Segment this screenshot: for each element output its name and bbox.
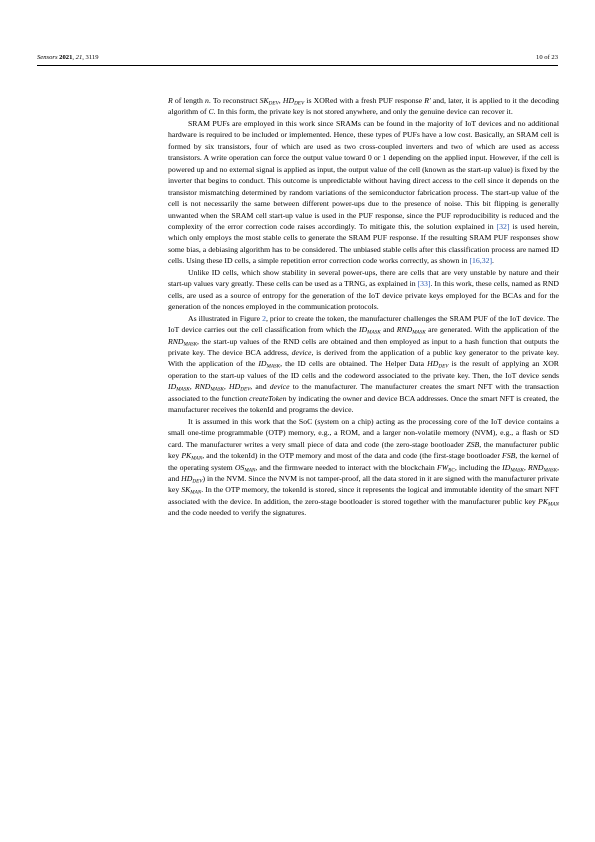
text-run: . To reconstruct bbox=[208, 96, 260, 105]
math-var: HD bbox=[181, 473, 193, 483]
text-run: , bbox=[523, 462, 529, 472]
math-var: HD bbox=[427, 359, 439, 369]
text-run: is the result of applying an XOR operation to the start-up values of the ID cells and the codeword associated to the private key. Then, the IoT device sends bbox=[168, 359, 559, 380]
math-subscript: MAN bbox=[190, 489, 202, 496]
math-subscript: MASK bbox=[210, 386, 224, 393]
math-var: FSB bbox=[502, 451, 516, 461]
math-var: HD bbox=[229, 382, 241, 392]
math-subscript: MAN bbox=[191, 455, 203, 462]
text-run: . In this work, these cells, named as RND cells, are used as a source of entropy for the generation of the IoT device private keys employed for the BCAs and for the generation of the nonces employed in the communication protocols. bbox=[168, 279, 560, 312]
text-run: and bbox=[380, 325, 397, 335]
text-run: , the kernel of the operating system bbox=[168, 451, 559, 472]
math-var: R bbox=[168, 96, 173, 105]
math-subscript: MASK bbox=[412, 329, 426, 336]
math-var: ID bbox=[258, 359, 267, 369]
paragraph bbox=[168, 95, 559, 118]
math-var: PK bbox=[181, 451, 192, 461]
paragraph bbox=[168, 267, 559, 313]
text-run: of length bbox=[172, 96, 206, 105]
math-subscript: MASK bbox=[266, 363, 281, 370]
math-var: RND bbox=[396, 325, 413, 335]
header-rule bbox=[37, 65, 558, 66]
text-run: . In the OTP memory, the tokenId is stored, since it represents the logical and immutable identity of the smart NFT associated with the device. In addition, the zero-stage bootloader is stored together with the manufacturer public key bbox=[168, 485, 559, 506]
text-run: , the start-up values of the RND cells are obtained and then employed as input to a hash function that outputs the private key. The device BCA address, bbox=[168, 336, 559, 357]
math-subscript: MASK bbox=[183, 341, 198, 348]
paragraph bbox=[168, 416, 559, 519]
math-var: device bbox=[269, 382, 290, 392]
math-var: PK bbox=[538, 496, 549, 506]
page-number: 10 of 23 bbox=[536, 54, 558, 61]
text-run: . bbox=[492, 256, 494, 266]
math-var: ID bbox=[168, 382, 177, 392]
text-run: ) in the NVM. Since the NVM is not tamper-proof, all the data stored in it are signed with the manufacturer private key bbox=[168, 473, 559, 495]
journal-volume: 21 bbox=[75, 54, 83, 61]
figure-link[interactable]: 2 bbox=[262, 313, 266, 323]
text-run: , bbox=[223, 382, 229, 392]
math-subscript: MASK bbox=[176, 386, 190, 393]
article-number: 3119 bbox=[85, 54, 99, 61]
text-run: As illustrated in Figure bbox=[188, 313, 263, 323]
math-subscript: MAN bbox=[548, 501, 559, 508]
math-var: n bbox=[205, 96, 209, 105]
text-run: . In this form, the private key is not stored anywhere, and only the genuine device can recover it. bbox=[213, 107, 513, 117]
text-run: , prior to create the token, the manufacturer challenges the SRAM PUF of the IoT device. The IoT device carries out the cell classification from which the bbox=[168, 313, 560, 335]
math-subscript: MASK bbox=[543, 467, 558, 473]
text-run: and the code needed to verify the signatures. bbox=[168, 508, 307, 518]
text-run: , and bbox=[168, 462, 560, 483]
math-subscript: MASK bbox=[510, 467, 524, 473]
text-run: Unlike ID cells, which show stability in several power-ups, there are cells that are very unstable by nature and their start-up values vary greatly. These cells can be used as a TRNG, as explained in bbox=[168, 267, 559, 289]
math-var: ZSB bbox=[466, 439, 480, 449]
text-run: , and the firmware needed to interact with the blockchain bbox=[255, 462, 437, 472]
journal-citation: Sensors 2021, 21, 3119 bbox=[37, 54, 99, 61]
text-run: SRAM PUFs are employed in this work since SRAMs can be found in the majority of IoT devices and no additional hardware is required to be included or implemented. Hence, these types of PUFs have a low cost. Basically, an SRAM cell is formed by six transistors, four of which are used as two cross-coupled inverters and two of which are used as access transistors. A write operation can force the output value toward 0 or 1 depending on the applied input. However, if the cell is powered up and no external signal is applied as input, the output value of the cell (known as the start-up value) is fixed by the inverter that begins to conduct. This outcome is unpredictable without having direct access to the cell since it depends on the transistor mismatching determined by random variations of the semiconductor fabrication process. The start-up value of the cell is not necessarily the same between different power-ups due to the presence of noise. This bit flipping is generally unwanted when the SRAM cell start-up value is used in the PUF response, since the PUF reproducibility is reduced and the complexity of the error correction code raises accordingly. To mitigate this, the solution explained in bbox=[168, 118, 559, 231]
text-run: , is derived from the application of a public key generator to the private key. With the application of the bbox=[168, 347, 559, 369]
math-var: ID bbox=[502, 462, 511, 472]
math-var: RND bbox=[194, 382, 211, 392]
text-run: by indicating the owner and device BCA addresses. Once the smart NFT is created, the manufacturer receives the tokenId and programs the device. bbox=[168, 393, 559, 415]
text-run: , bbox=[278, 96, 283, 105]
math-var: createToken bbox=[249, 393, 287, 403]
math-var: RND bbox=[528, 462, 544, 472]
text-run: , the ID cells are obtained. The Helper Data bbox=[280, 359, 428, 369]
math-var: R′ bbox=[424, 96, 431, 105]
math-var: OS bbox=[234, 462, 245, 472]
math-subscript: MASK bbox=[367, 329, 381, 336]
citation-link[interactable]: [33] bbox=[417, 279, 431, 289]
math-var: HD bbox=[282, 96, 295, 105]
paragraph bbox=[168, 118, 559, 267]
math-var: ID bbox=[358, 325, 368, 335]
math-var: device bbox=[291, 347, 312, 357]
math-subscript: DEV bbox=[240, 386, 251, 393]
running-header bbox=[37, 54, 558, 61]
text-run: It is assumed in this work that the SoC (system on a chip) acting as the processing core of the IoT device contains a small one-time programmable (OTP) memory, e.g., a ROM, and a larger non-volatile memory (NVM), e.g., a flash or SD card. The manufacturer writes a very small piece of data and code (the zero-stage bootloader bbox=[168, 416, 559, 449]
math-subscript: DEV bbox=[192, 478, 203, 485]
paragraph bbox=[168, 313, 559, 416]
math-subscript: MAN bbox=[244, 467, 256, 473]
text-run: is XORed with a fresh PUF response bbox=[304, 96, 425, 105]
text-run: , and the tokenId) in the OTP memory and most of the data and code (the first-stage bootloader bbox=[202, 451, 503, 461]
text-run: , and bbox=[250, 382, 270, 392]
text-run: , including the bbox=[454, 462, 503, 472]
text-run: , bbox=[189, 382, 195, 392]
math-subscript: DEV bbox=[268, 100, 279, 107]
math-var: SK bbox=[259, 96, 269, 105]
math-subscript: BC bbox=[448, 467, 455, 473]
citation-link[interactable]: [32] bbox=[496, 221, 510, 231]
journal-year: 2021 bbox=[59, 54, 73, 61]
math-subscript: DEV bbox=[294, 100, 305, 107]
citation-link[interactable]: [16,32] bbox=[469, 256, 493, 266]
text-run: , the manufacturer public key bbox=[168, 439, 559, 461]
journal-name: Sensors bbox=[37, 54, 58, 61]
math-subscript: DEV bbox=[438, 363, 449, 370]
math-var: FW bbox=[436, 462, 449, 472]
body-text bbox=[168, 95, 559, 519]
text-run: is used herein, which only employs the most stable cells to generate the SRAM PUF response. If the resulting SRAM PUF responses show some bias, a debiasing algorithm has to be considered. The unbiased stable cells after this classification process are named ID cells. Using these ID cells, a simple repetition error correction code works correctly, as shown in bbox=[168, 221, 559, 266]
text-run: are generated. With the application of the bbox=[425, 325, 559, 335]
math-var: SK bbox=[181, 485, 191, 495]
text-run: and, later, it is applied to it the decoding algorithm of bbox=[168, 96, 560, 117]
text-run: to the manufacturer. The manufacturer creates the smart NFT with the transaction associated to the function bbox=[168, 382, 560, 403]
math-var: C bbox=[208, 107, 214, 117]
math-var: RND bbox=[168, 336, 184, 346]
